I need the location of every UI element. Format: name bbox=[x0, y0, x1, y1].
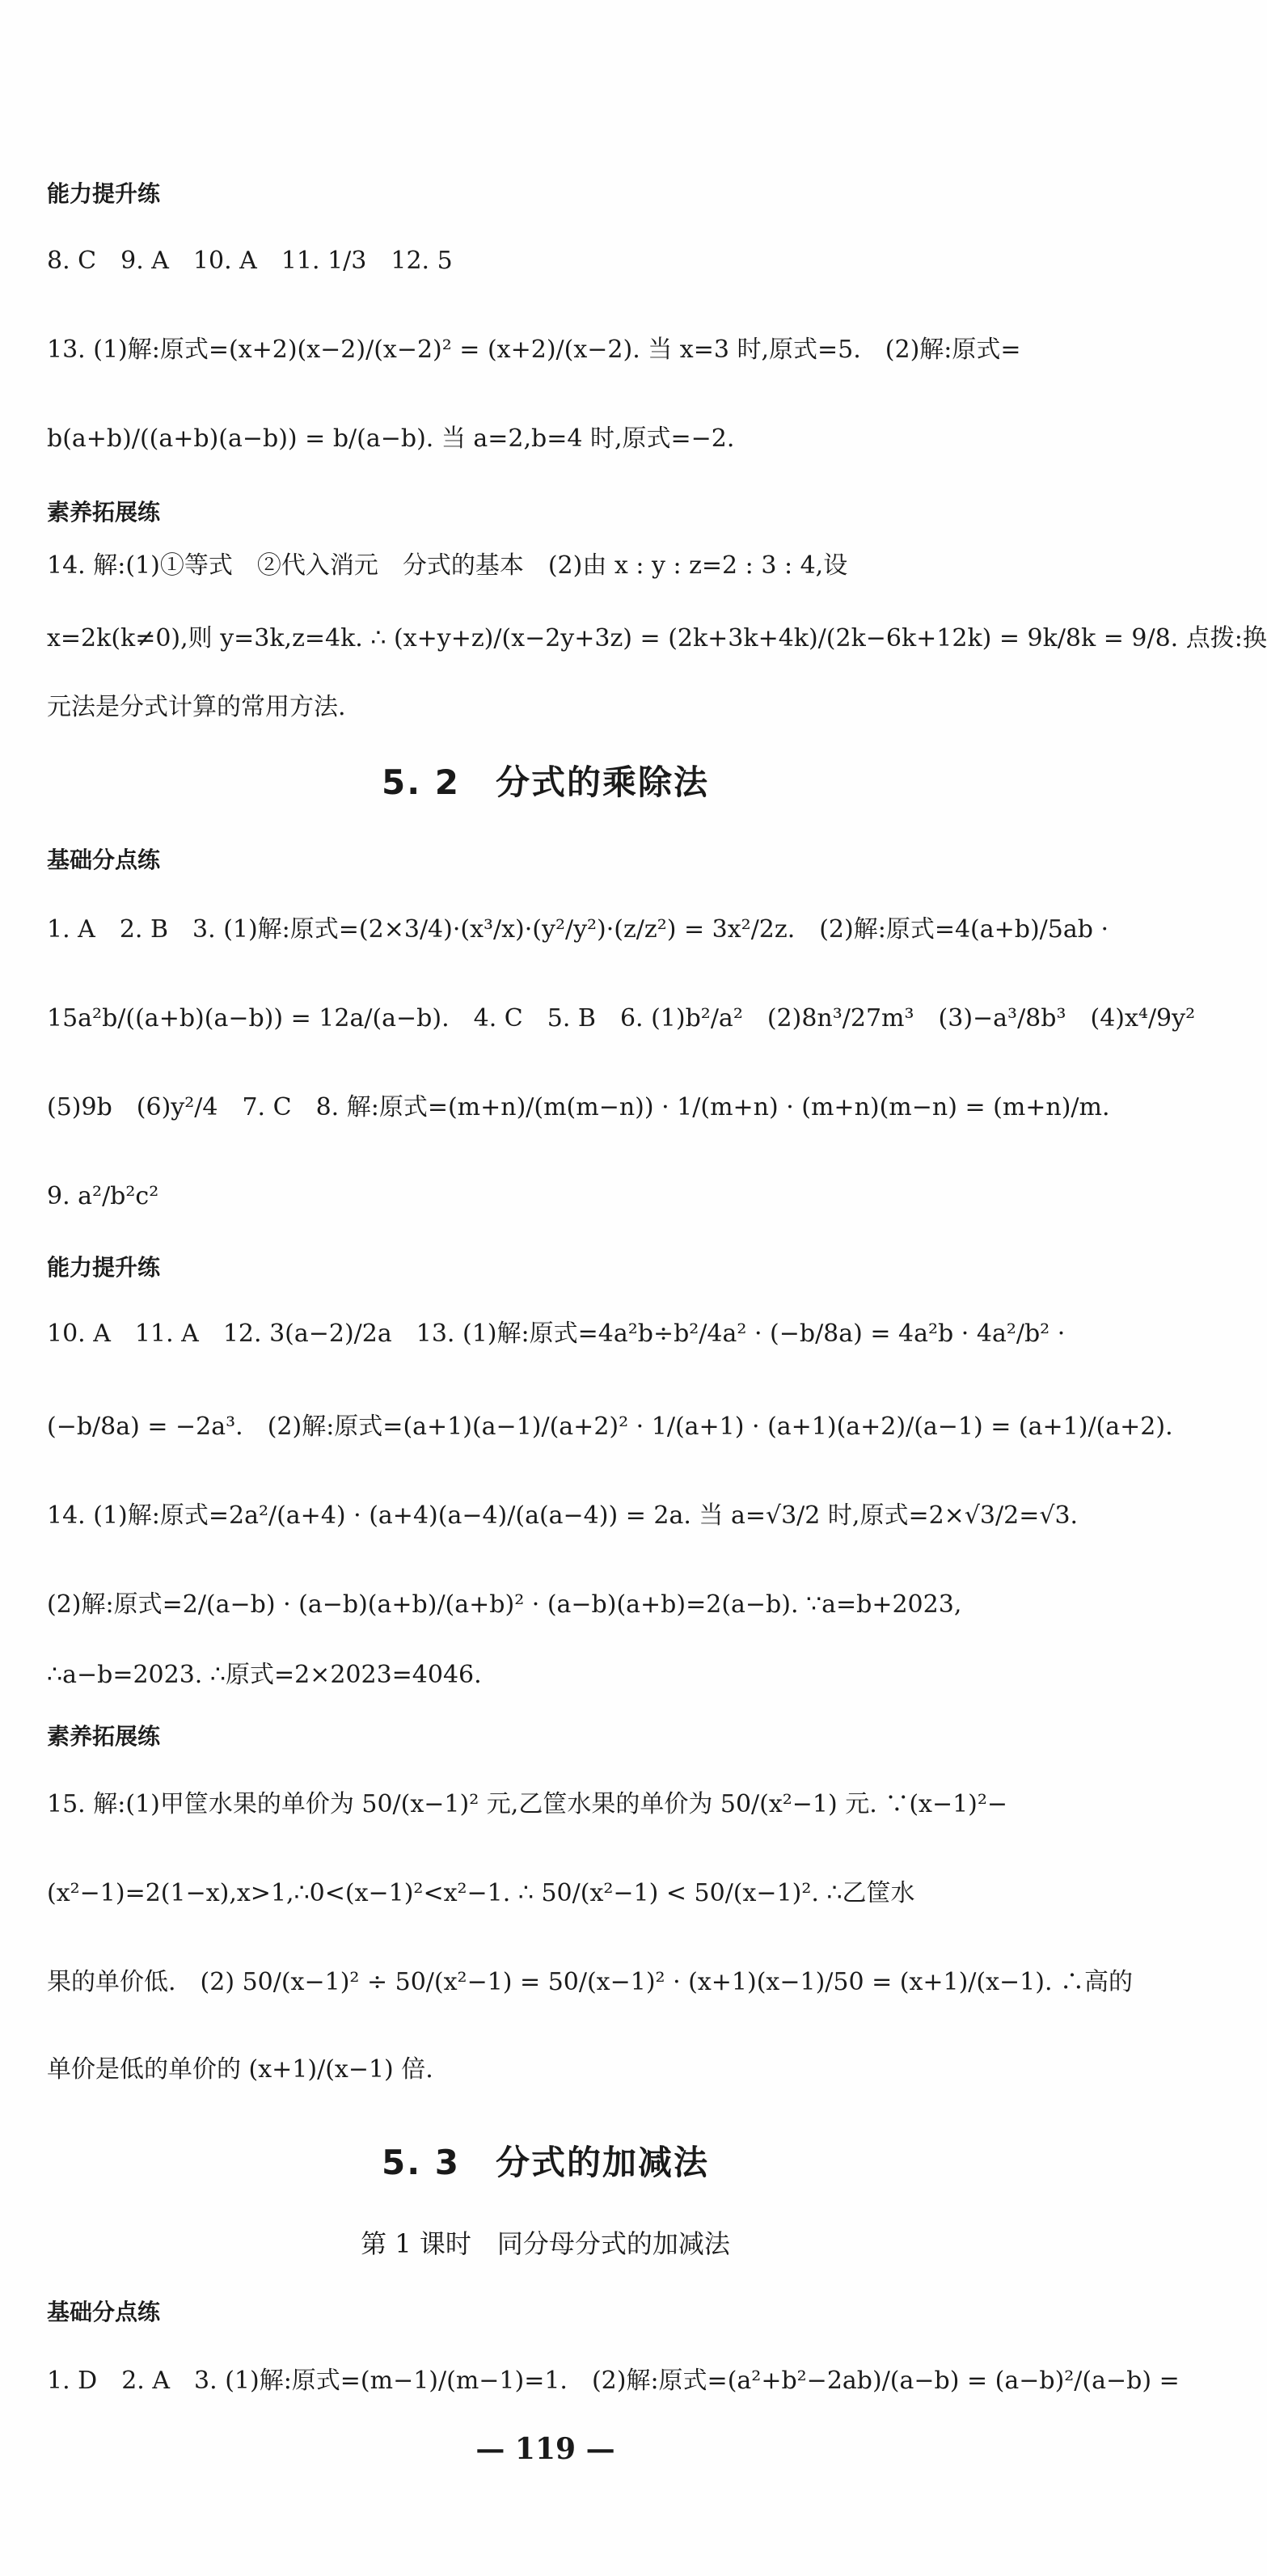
answer-14-line1: 14. 解:(1)①等式 ②代入消元 分式的基本 (2)由 x : y : z=2 : 3 : 4,设 bbox=[47, 551, 848, 580]
section-basic-2: 基础分点练 bbox=[47, 847, 161, 873]
answer-13-part1: 13. (1)解:原式=(x+2)(x−2)/(x−2)² = (x+2)/(x−2). 当 x=3 时,原式=5. (2)解:原式= bbox=[47, 336, 1021, 364]
answers-1-3-part3: 1. D 2. A 3. (1)解:原式=(m−1)/(m−1)=1. (2)解:原式=(a²+b²−2ab)/(a−b) = (a−b)²/(a−b) = bbox=[47, 2367, 1180, 2395]
answers-1-3: 1. A 2. B 3. (1)解:原式=(2×3/4)·(x³/x)·(y²/y²)·(z/z²) = 3x²/2z. (2)解:原式=4(a+b)/5ab · bbox=[47, 915, 1109, 944]
section-title-5-3: 5. 3 分式的加减法 bbox=[381, 2143, 710, 2182]
section-basic-3: 基础分点练 bbox=[47, 2299, 161, 2325]
answers-10-13: 10. A 11. A 12. 3(a−2)/2a 13. (1)解:原式=4a²b÷b²/4a² · (−b/8a) = 4a²b · 4a²/b² · bbox=[47, 1320, 1066, 1348]
answer-13-cont: (−b/8a) = −2a³. (2)解:原式=(a+1)(a−1)/(a+2)² · 1/(a+1) · (a+1)(a+2)/(a−1) = (a+1)/(a+2). bbox=[47, 1413, 1173, 1441]
section-literacy-2: 素养拓展练 bbox=[47, 1723, 161, 1750]
answers-6-8: (5)9b (6)y²/4 7. C 8. 解:原式=(m+n)/(m(m−n)) · 1/(m+n) · (m+n)(m−n) = (m+n)/m. bbox=[47, 1093, 1110, 1121]
answer-15-line3: 果的单价低. (2) 50/(x−1)² ÷ 50/(x²−1) = 50/(x−1)² · (x+1)(x−1)/50 = (x+1)/(x−1). ∴高的 bbox=[47, 1968, 1134, 1996]
answer-14-line2: x=2k(k≠0),则 y=3k,z=4k. ∴ (x+y+z)/(x−2y+3z) = (2k+3k+4k)/(2k−6k+12k) = 9k/8k = 9/8. 点拨:换 bbox=[47, 624, 1267, 652]
answer-14-part1: 14. (1)解:原式=2a²/(a+4) · (a+4)(a−4)/(a(a−4)) = 2a. 当 a=√3/2 时,原式=2×√3/2=√3. bbox=[47, 1501, 1079, 1530]
answer-15-line4: 单价是低的单价的 (x+1)/(x−1) 倍. bbox=[47, 2055, 433, 2084]
answer-13-part2: b(a+b)/((a+b)(a−b)) = b/(a−b). 当 a=2,b=4 时,原式=−2. bbox=[47, 424, 735, 453]
answer-14-line3: 元法是分式计算的常用方法. bbox=[47, 693, 346, 721]
section-ability-2: 能力提升练 bbox=[47, 1254, 161, 1281]
section-literacy-1: 素养拓展练 bbox=[47, 499, 161, 526]
page-number: — 119 — bbox=[475, 2432, 615, 2466]
answer-15-line2: (x²−1)=2(1−x),x>1,∴0<(x−1)²<x²−1. ∴ 50/(x²−1) < 50/(x−1)². ∴乙筐水 bbox=[47, 1879, 915, 1907]
lesson-subtitle: 第 1 课时 同分母分式的加减法 bbox=[361, 2228, 730, 2259]
answer-14-part3: ∴a−b=2023. ∴原式=2×2023=4046. bbox=[47, 1661, 482, 1689]
answer-9: 9. a²/b²c² bbox=[47, 1182, 159, 1210]
section-ability-1: 能力提升练 bbox=[47, 180, 161, 207]
answer-14-part2: (2)解:原式=2/(a−b) · (a−b)(a+b)/(a+b)² · (a−b)(a+b)=2(a−b). ∵a=b+2023, bbox=[47, 1590, 962, 1619]
section-title-5-2: 5. 2 分式的乘除法 bbox=[381, 762, 710, 802]
answers-8-12: 8. C 9. A 10. A 11. 1/3 12. 5 bbox=[47, 247, 453, 275]
answers-3-6: 15a²b/((a+b)(a−b)) = 12a/(a−b). 4. C 5. B 6. (1)b²/a² (2)8n³/27m³ (3)−a³/8b³ (4)x⁴/9y² bbox=[47, 1004, 1196, 1033]
answer-15-line1: 15. 解:(1)甲筐水果的单价为 50/(x−1)² 元,乙筐水果的单价为 50/(x²−1) 元. ∵(x−1)²− bbox=[47, 1790, 1008, 1818]
